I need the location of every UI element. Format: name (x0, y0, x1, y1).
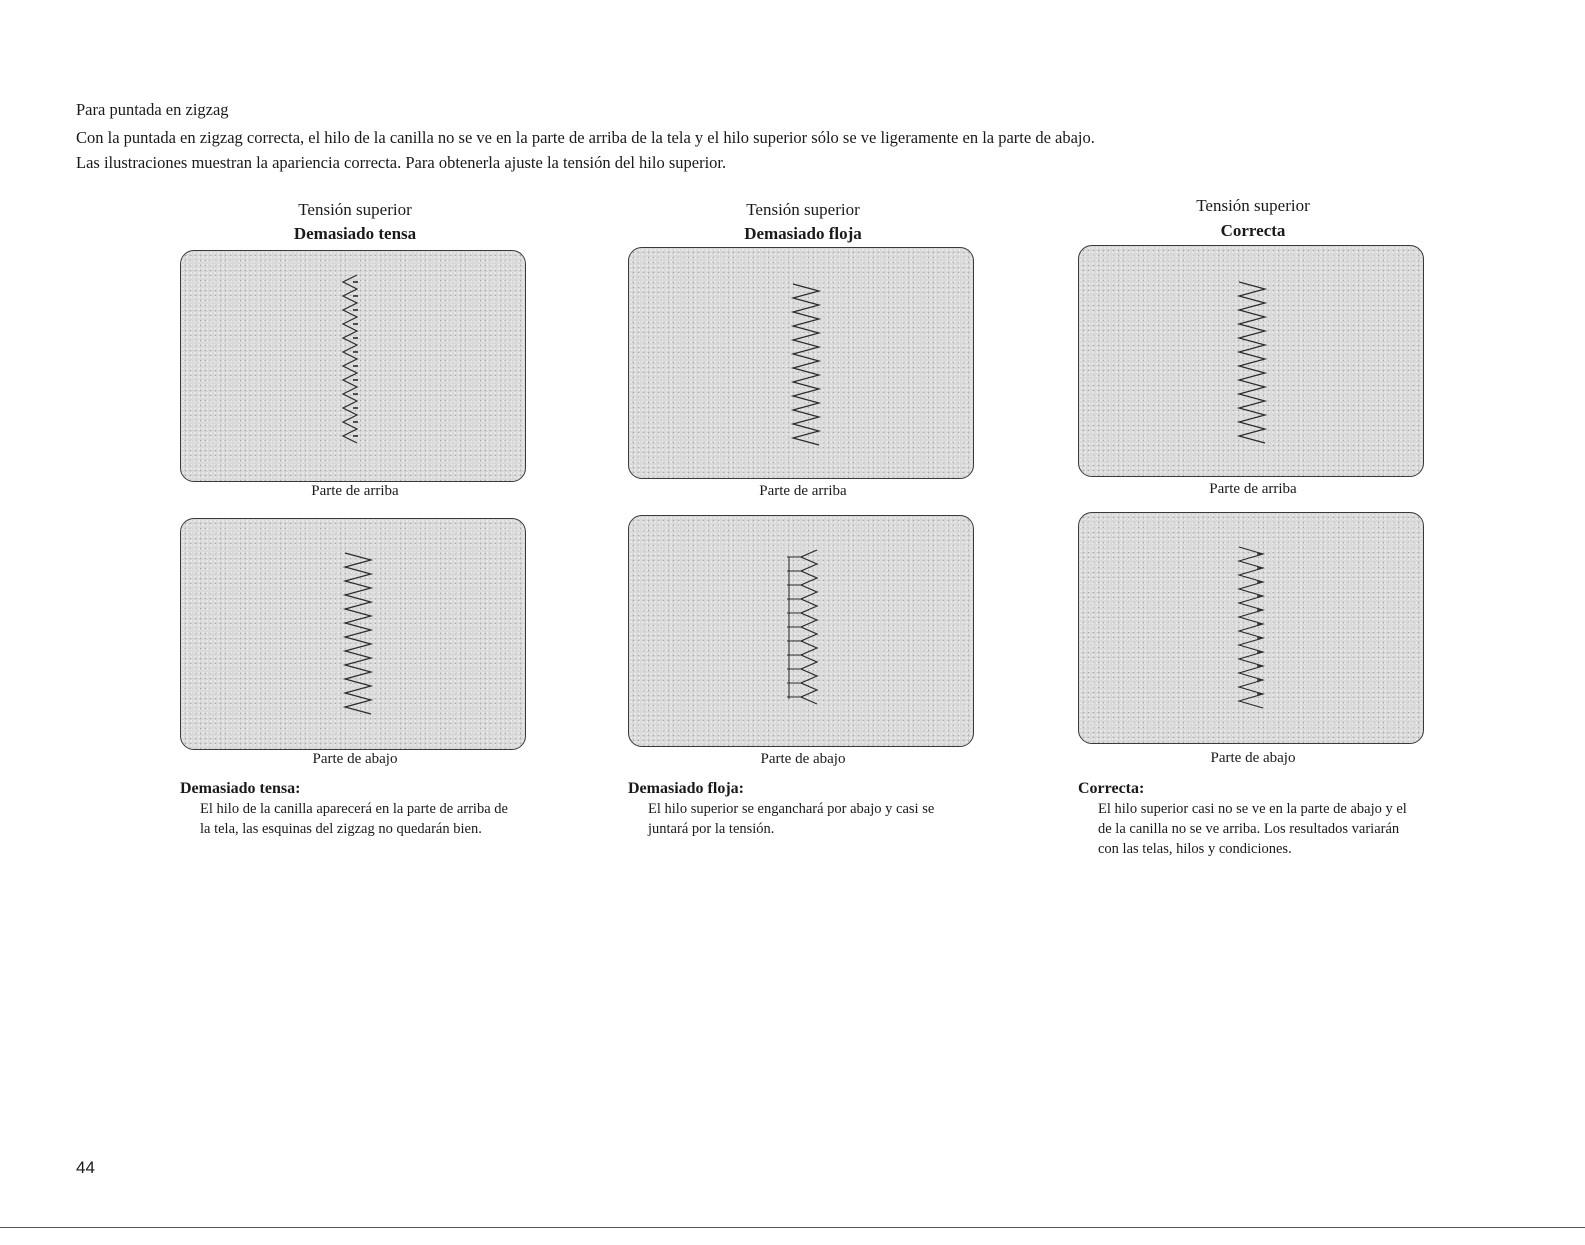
column-too-tight (180, 0, 530, 1245)
fabric-bottom-illustration (180, 518, 526, 750)
fabric-top-illustration (180, 250, 526, 482)
zigzag-stitch (1239, 282, 1265, 443)
column-heading: Tensión superior (746, 200, 860, 219)
stitch-pattern (1079, 246, 1423, 476)
column-too-loose (628, 0, 978, 1245)
stitch-pattern (1079, 513, 1423, 743)
bobbin-thread-dots (1257, 554, 1261, 694)
description-body: El hilo de la canilla aparecerá en la parte de arriba de la tela, las esquinas del zigzag no quedarán bien. (200, 801, 508, 837)
page-bottom-rule (0, 1227, 1585, 1228)
page-number: 44 (76, 1158, 95, 1177)
zigzag-stitch (345, 553, 371, 714)
fabric-bottom-illustration (1078, 512, 1424, 744)
caption-bottom: Parte de abajo (760, 751, 846, 767)
zigzag-stitch (343, 275, 357, 443)
stitch-pattern (629, 248, 973, 478)
fabric-top-illustration (1078, 245, 1424, 477)
fabric-top-illustration (628, 247, 974, 479)
caption-bottom: Parte de abajo (312, 751, 398, 767)
caption-top: Parte de arriba (759, 483, 847, 499)
intro-line-1: Con la puntada en zigzag correcta, el hilo de la canilla no se ve en la parte de arriba de la tela y el hilo superior sólo se ve ligeramente en la parte de abajo. (76, 128, 1095, 147)
section-title: Para puntada en zigzag (76, 100, 229, 119)
stitch-pattern (181, 519, 525, 749)
caption-top: Parte de arriba (311, 483, 399, 499)
column-state: Demasiado floja (744, 224, 862, 243)
loop-threads (787, 557, 803, 699)
column-state: Demasiado tensa (293, 224, 417, 243)
column-correct (1078, 0, 1428, 1245)
column-state: Correcta (1220, 221, 1286, 240)
description-title: Correcta: (1078, 780, 1145, 797)
column-heading: Tensión superior (1196, 196, 1310, 215)
caption-top: Parte de arriba (1209, 481, 1297, 497)
zigzag-stitch (801, 550, 817, 704)
stitch-pattern (181, 251, 525, 481)
description-title: Demasiado floja: (628, 780, 744, 797)
description-title: Demasiado tensa: (180, 780, 301, 797)
zigzag-stitch (1239, 547, 1263, 708)
stitch-pattern (629, 516, 973, 746)
intro-line-2: Las ilustraciones muestran la apariencia correcta. Para obtenerla ajuste la tensión del hilo superior. (76, 153, 727, 172)
description-body: El hilo superior se enganchará por abajo y casi se juntará por la tensión. (648, 801, 935, 837)
description-body: El hilo superior casi no se ve en la parte de abajo y el de la canilla no se ve arriba. Los resultados variarán con las telas, hilos y condiciones. (1098, 801, 1407, 857)
column-heading: Tensión superior (298, 200, 412, 219)
caption-bottom: Parte de abajo (1210, 750, 1296, 766)
fabric-bottom-illustration (628, 515, 974, 747)
zigzag-stitch (793, 284, 819, 445)
